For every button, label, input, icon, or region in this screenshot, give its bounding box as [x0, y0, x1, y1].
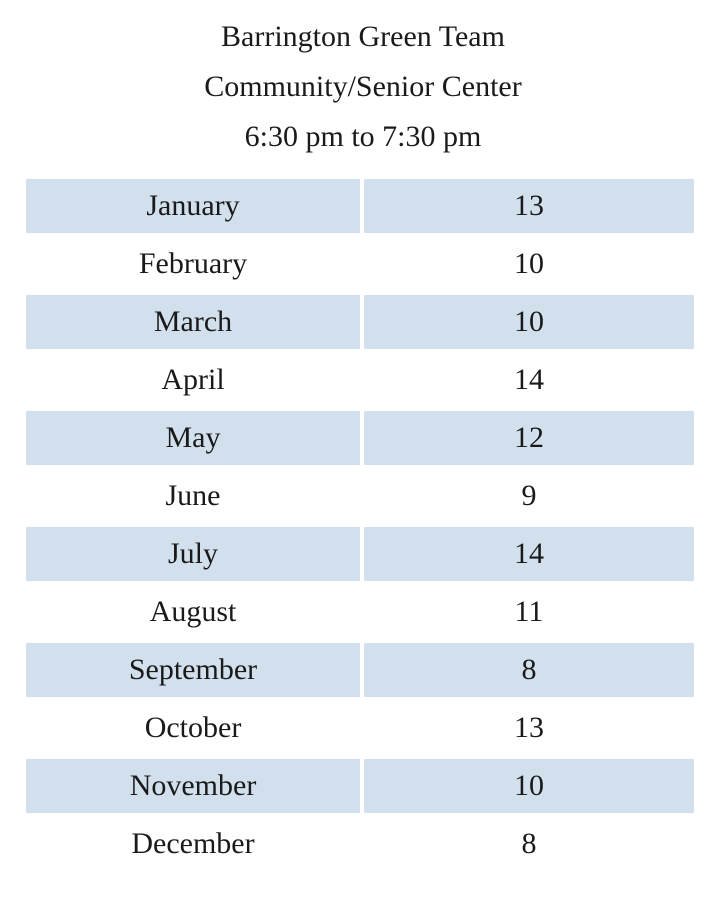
day-cell: 13 — [514, 711, 544, 744]
table-row — [26, 701, 694, 759]
day-cell: 13 — [364, 179, 694, 233]
month-cell: January — [26, 179, 360, 233]
month-cell: December — [131, 827, 255, 860]
table-row — [26, 237, 694, 295]
day-cell: 8 — [364, 643, 694, 697]
table-row — [26, 527, 694, 585]
day-cell: 8 — [521, 827, 537, 860]
month-cell: September — [26, 643, 360, 697]
month-cell: November — [26, 759, 360, 813]
day-cell: 14 — [364, 527, 694, 581]
day-cell: 10 — [514, 247, 544, 280]
month-cell: April — [161, 363, 225, 396]
table-row — [26, 179, 694, 237]
month-cell: May — [26, 411, 360, 465]
time-text: 6:30 pm to 7:30 pm — [244, 120, 482, 153]
month-cell: August — [149, 595, 237, 628]
table-row — [26, 411, 694, 469]
table-row — [26, 643, 694, 701]
month-cell: July — [26, 527, 360, 581]
day-cell: 11 — [514, 595, 544, 628]
table-row — [26, 469, 694, 527]
day-cell: 10 — [364, 295, 694, 349]
month-cell: June — [165, 479, 221, 512]
page-title: Barrington Green Team — [221, 20, 505, 53]
day-cell: 12 — [364, 411, 694, 465]
table-row — [26, 295, 694, 353]
schedule-table — [26, 179, 694, 875]
month-cell: October — [144, 711, 242, 744]
table-row — [26, 585, 694, 643]
day-cell: 14 — [514, 363, 544, 396]
month-cell: February — [138, 247, 248, 280]
table-row — [26, 759, 694, 817]
table-row — [26, 353, 694, 411]
day-cell: 10 — [364, 759, 694, 813]
month-cell: March — [26, 295, 360, 349]
table-row — [26, 817, 694, 875]
day-cell: 9 — [521, 479, 537, 512]
location-text: Community/Senior Center — [204, 70, 522, 103]
